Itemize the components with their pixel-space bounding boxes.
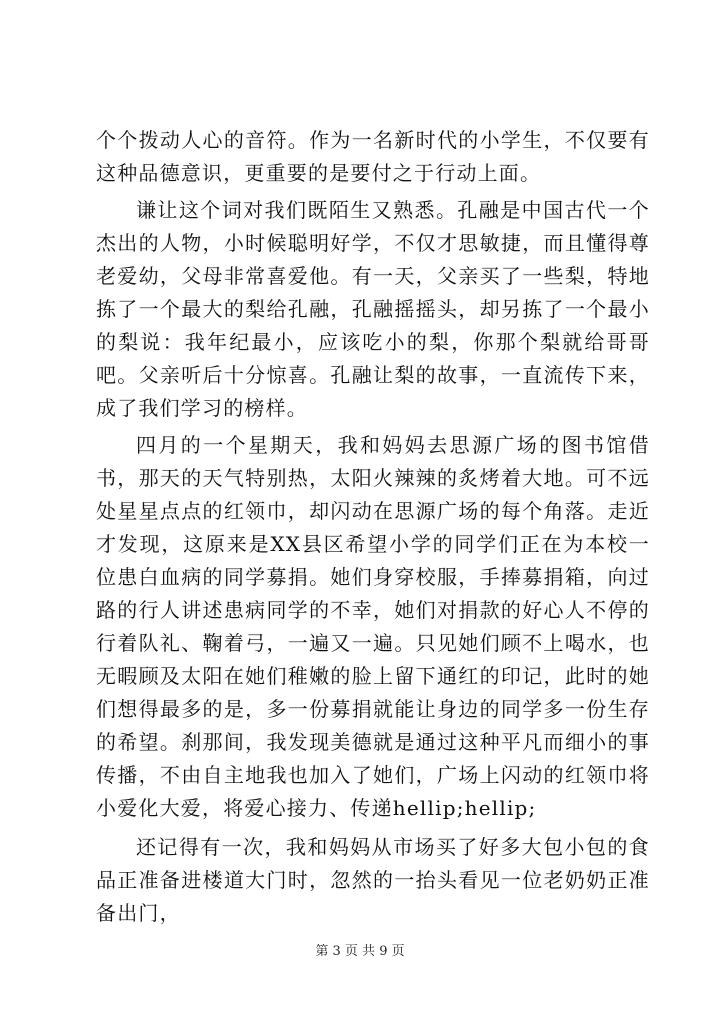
page-number-footer: 第 3 页 共 9 页 bbox=[315, 944, 405, 959]
paragraph-kongrong-story: 谦让这个词对我们既陌生又熟悉。孔融是中国古代一个杰出的人物，小时候聪明好学，不仅才思敏捷，而且懂得尊老爱幼，父母非常喜爱他。有一天，父亲买了一些梨，特地拣了一个最大的梨给孔融，孔融摇摇头，却另拣了一个最小的梨说：我年纪最小，应该吃小的梨，你那个梨就给哥哥吧。父亲听后十分惊喜。孔融让梨的故事，一直流传下来，成了我们学习的榜样。 bbox=[96, 198, 650, 420]
paragraph-grandma-story: 还记得有一次，我和妈妈从市场买了好多大包小包的食品正准备进楼道大门时，忽然的一抬头看见一位老奶奶正准备出门， bbox=[96, 835, 650, 925]
paragraph-continuation: 个个拨动人心的音符。作为一名新时代的小学生，不仅要有这种品德意识，更重要的是要付之于行动上面。 bbox=[96, 128, 650, 185]
paragraph-fundraising-story: 四月的一个星期天，我和妈妈去思源广场的图书馆借书，那天的天气特别热，太阳火辣辣的炙烤着大地。可不远处星星点点的红领巾，却闪动在思源广场的每个角落。走近才发现，这原来是XX县区希望小学的同学们正在为本校一位患白血病的同学募捐。她们身穿校服，手捧募捐箱，向过路的行人讲述患病同学的不幸，她们对捐款的好心人不停的行着队礼、鞠着弓，一遍又一遍。只见她们顾不上喝水，也无暇顾及太阳在她们稚嫩的脸上留下通红的印记，此时的她们想得最多的是，多一份募捐就能让身边的同学多一份生存的希望。刹那间，我发现美德就是通过这种平凡而细小的事传播，不由自主地我也加入了她们，广场上闪动的红领巾将小爱化大爱，将爱心接力、传递hellip;hellip; bbox=[96, 433, 650, 820]
document-body bbox=[96, 124, 650, 930]
